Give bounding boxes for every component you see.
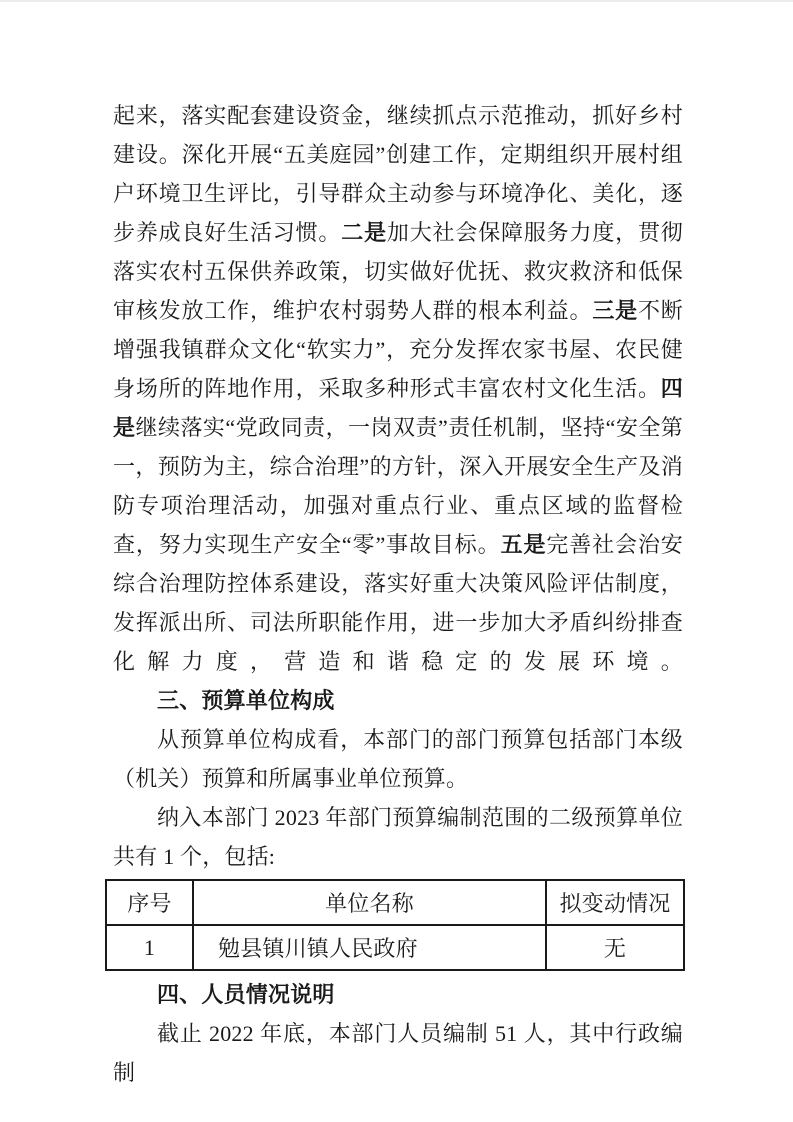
- paragraph-secondary-units-intro: 纳入本部门 2023 年部门预算编制范围的二级预算单位共有 1 个，包括:: [113, 805, 683, 869]
- runin-marker-four: 四是: [113, 376, 683, 440]
- scan-edge-artifact: [0, 0, 793, 2]
- cell-serial-number: 1: [106, 925, 193, 970]
- header-unit-name: 单位名称: [193, 880, 546, 925]
- header-planned-change: 拟变动情况: [546, 880, 684, 925]
- paragraph-budget-composition: 从预算单位构成看，本部门的部门预算包括部门本级（机关）预算和所属事业单位预算。: [113, 727, 683, 791]
- text-run: 不断增强我镇群众文化“软实力”，充分发挥农家书屋、农民健身场所的阵地作用，采取多种形式丰富农村文化生活。: [113, 298, 684, 401]
- runin-marker-two: 二是: [341, 220, 387, 245]
- table-row: [106, 925, 684, 970]
- text-run: 完善社会治安综合治理防控体系建设，落实好重大决策风险评估制度，发挥派出所、司法所职能作用，进一步加大矛盾纠纷排查化解力度，营造和谐稳定的发展环境。: [113, 532, 683, 674]
- heading-section-3-budget-units: 三、预算单位构成: [157, 688, 335, 713]
- text-run: 加大社会保障服务力度，贯彻落实农村五保供养政策，切实做好优抚、救灾救济和低保审核发放工作，维护农村弱势人群的根本利益。: [113, 220, 683, 323]
- runin-marker-five: 五是: [500, 532, 547, 557]
- table-header-row: [106, 880, 684, 925]
- paragraph-staffing: 截止 2022 年底，本部门人员编制 51 人，其中行政编制: [113, 1021, 683, 1085]
- budget-units-table: [105, 879, 685, 971]
- text-run: 继续落实“党政同责，一岗双责”责任机制，坚持“安全第一，预防为主，综合治理”的方针，深入开展安全生产及消防专项治理活动，加强对重点行业、重点区域的监督检查，努力实现生产安全“零”事故目标。: [113, 415, 683, 557]
- paragraph-work-summary: [113, 96, 683, 681]
- cell-unit-name: 勉县镇川镇人民政府: [193, 925, 546, 970]
- text-run: 起来，落实配套建设资金，继续抓点示范推动，抓好乡村建设。深化开展“五美庭园”创建工作，定期组织开展村组户环境卫生评比，引导群众主动参与环境净化、美化，逐步养成良好生活习惯。: [113, 103, 683, 245]
- runin-marker-three: 三是: [592, 298, 638, 323]
- header-serial-number: 序号: [106, 880, 193, 925]
- heading-section-4-personnel: 四、人员情况说明: [157, 982, 335, 1007]
- page-content: [113, 96, 683, 1092]
- cell-planned-change: 无: [546, 925, 684, 970]
